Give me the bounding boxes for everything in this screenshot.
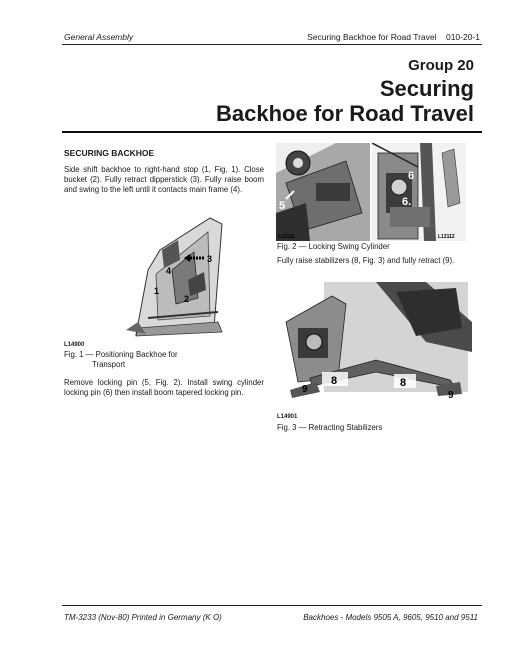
fig3-callout-9-left: 9 xyxy=(302,384,308,395)
page-title-line2: Backhoe for Road Travel xyxy=(216,101,474,126)
figure-3-photo xyxy=(276,282,472,406)
title-rule xyxy=(62,131,482,133)
running-header-left: General Assembly xyxy=(64,32,134,42)
fig1-callout-1: 1 xyxy=(154,286,160,296)
instruction-paragraph-3: Fully raise stabilizers (8, Fig. 3) and fully retract (9). xyxy=(277,256,455,265)
figure-2-photo-left xyxy=(276,143,370,241)
figure-1-code: L14900 xyxy=(64,342,85,348)
figure-1-caption-line2: Transport xyxy=(92,360,126,369)
page-title-line1: Securing xyxy=(379,76,474,101)
instruction-paragraph-1: Side shift backhoe to right-hand stop (1, Fig. 1). Close bucket (2). Fully retract dipperstick (3). Fully raise boom and swing to the left until it contacts main frame (4). xyxy=(64,165,264,194)
figure-3-caption: Fig. 3 — Retracting Stabilizers xyxy=(277,423,383,432)
figure-2-photo-right xyxy=(372,143,466,241)
footer-rule xyxy=(62,605,482,606)
figure-3-code: L14901 xyxy=(277,414,298,420)
header-rule xyxy=(62,44,482,45)
fig3-callout-8-left: 8 xyxy=(331,375,338,387)
figure-1-caption-line1: Fig. 1 — Positioning Backhoe for xyxy=(64,350,178,359)
fig2-callout-6b: 6. xyxy=(402,196,412,208)
fig1-callout-3: 3 xyxy=(207,254,213,264)
fig2-callout-6a: 6 xyxy=(408,170,415,182)
fig3-callout-9-right: 9 xyxy=(448,390,454,401)
instruction-paragraph-2: Remove locking pin (5, Fig. 2). Install swing cylinder locking pin (6) then install boom tapered locking pin. xyxy=(64,378,264,397)
group-label: Group 20 xyxy=(408,57,474,74)
running-header-right: Securing Backhoe for Road Travel 010-20-1 xyxy=(307,32,480,42)
figure-2-code-right-graphic: L12112 xyxy=(438,234,455,240)
fig3-callout-8-right: 8 xyxy=(400,377,407,389)
fig1-callout-2: 2 xyxy=(184,294,190,304)
figure-1-illustration xyxy=(118,210,230,338)
footer-right: Backhoes - Models 9505 A, 9605, 9510 and 9511 xyxy=(303,613,478,622)
fig2-callout-5: 5 xyxy=(279,200,286,212)
figure-2-caption: Fig. 2 — Locking Swing Cylinder xyxy=(277,242,390,251)
fig1-callout-4: 4 xyxy=(166,266,172,276)
section-heading: SECURING BACKHOE xyxy=(64,148,155,158)
figure-1-caption xyxy=(64,350,178,370)
footer-left: TM-3233 (Nov-80) Printed in Germany (K O) xyxy=(64,613,222,622)
figure-2-code-left-graphic: L12111 xyxy=(278,234,295,240)
